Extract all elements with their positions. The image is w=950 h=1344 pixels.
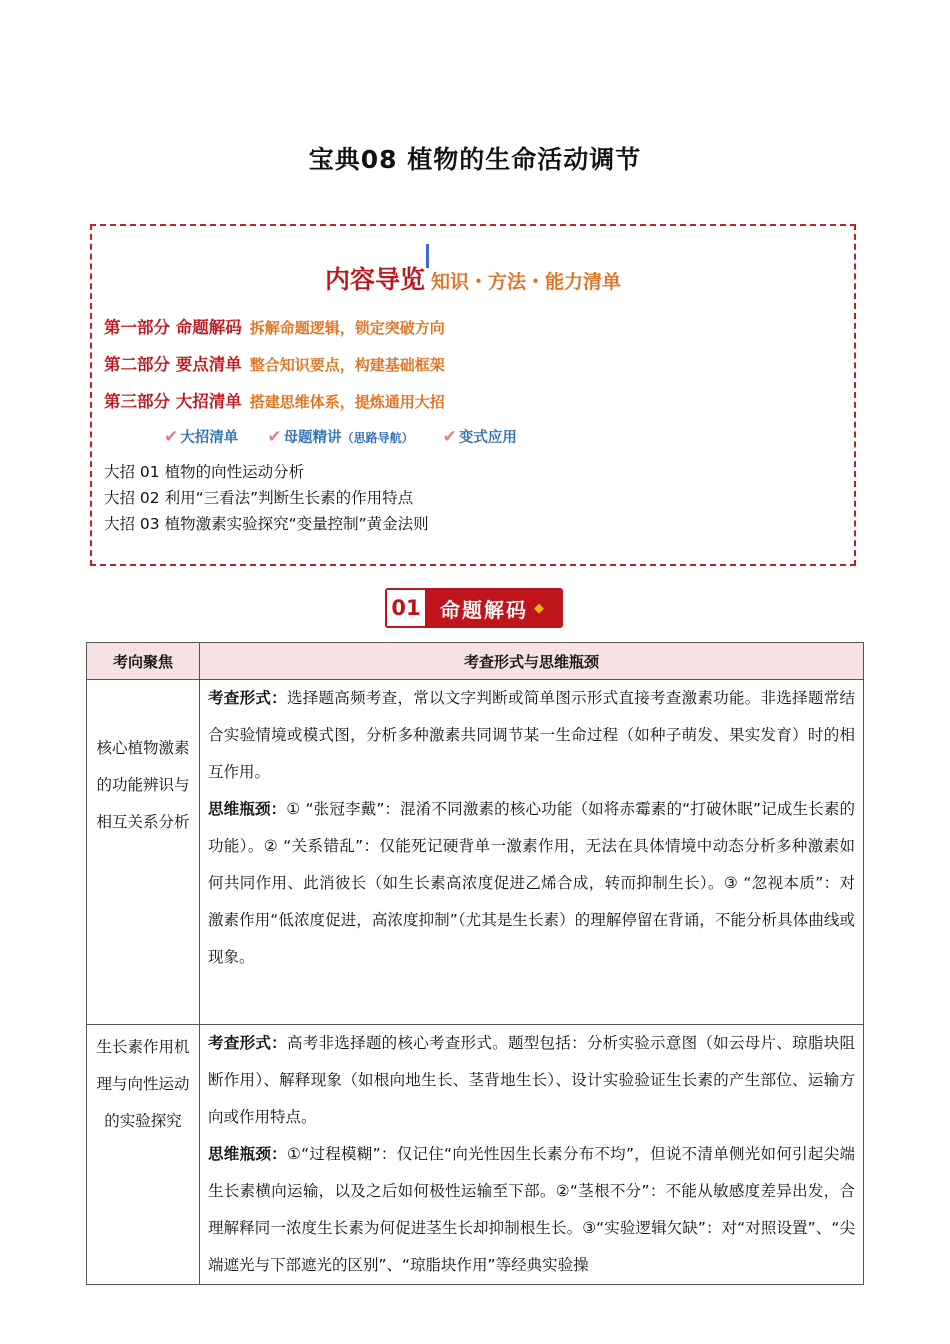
- content-guide-box: [90, 224, 856, 566]
- guide-heading: [92, 260, 854, 296]
- form-text: 高考非选择题的核心考查形式。题型包括：分析实验示意图（如云母片、琼脂块阻断作用）、解释现象（如根向地生长、茎背地生长）、设计实验验证生长素的产生部位、运输方向或作用特点。: [208, 1034, 855, 1126]
- section-number: 01: [387, 590, 425, 626]
- analysis-table: [86, 642, 864, 1285]
- guide-tabs: [164, 426, 541, 447]
- section-badge: [385, 588, 563, 628]
- part-title: 第三部分 大招清单: [104, 392, 242, 411]
- content-cell: [200, 1025, 864, 1285]
- form-text: 选择题高频考查，常以文字判断或简单图示形式直接考查激素功能。非选择题常结合实验情境或模式图，分析多种激素共同调节某一生命过程（如种子萌发、果实发育）时的相互作用。: [208, 689, 855, 781]
- bottleneck-label: 思维瓶颈：: [208, 800, 287, 818]
- tab-mother-question: ✔ 母题精讲（思路导航）: [267, 427, 414, 447]
- part-desc: 拆解命题逻辑，锁定突破方向: [249, 319, 445, 337]
- part-desc: 整合知识要点，构建基础框架: [249, 356, 445, 374]
- check-icon: ✔: [164, 427, 179, 447]
- table-row: [87, 680, 864, 1025]
- part-row-1: [104, 314, 445, 338]
- bottleneck-text: ① “张冠李戴”：混淆不同激素的核心功能（如将赤霉素的“打破休眠”记成生长素的功能）。② “关系错乱”：仅能死记硬背单一激素作用，无法在具体情境中动态分析多种激素如何共同作用、此消彼长（如生长素高浓度促进乙烯合成，转而抑制生长）。③ “忽视本质”：对激素作用“低浓度促进，高浓度抑制”（尤其是生长素）的理解停留在背诵，不能分析具体曲线或现象。: [208, 800, 855, 966]
- focus-cell: 生长素作用机理与向性运动的实验探究: [87, 1025, 200, 1285]
- section-label: 命题解码 ◆: [425, 590, 561, 626]
- bottleneck-label: 思维瓶颈：: [208, 1145, 287, 1163]
- trick-item-1: 大招 01 植物的向性运动分析: [104, 463, 305, 481]
- table-row: [87, 1025, 864, 1285]
- form-paragraph: [208, 1025, 855, 1136]
- part-desc: 搭建思维体系，提炼通用大招: [249, 393, 445, 411]
- guide-subtitle: 知识・方法・能力清单: [431, 271, 622, 293]
- part-row-3: [104, 388, 445, 412]
- focus-cell: 核心植物激素的功能辨识与相互关系分析: [87, 680, 200, 1025]
- part-title: 第一部分 命题解码: [104, 318, 242, 337]
- header-focus: 考向聚焦: [87, 643, 200, 680]
- table-header-row: [87, 643, 864, 680]
- content-cell: [200, 680, 864, 1025]
- form-label: 考查形式：: [208, 689, 287, 707]
- tab-trick-list: ✔ 大招清单: [164, 427, 239, 447]
- check-icon: ✔: [442, 427, 457, 447]
- tab-variant-application: ✔ 变式应用: [442, 427, 517, 447]
- header-form: 考查形式与思维瓶颈: [200, 643, 864, 680]
- document-title: 宝典08 植物的生命活动调节: [308, 145, 642, 174]
- trick-item-3: 大招 03 植物激素实验探究“变量控制”黄金法则: [104, 515, 429, 533]
- check-icon: ✔: [267, 427, 282, 447]
- bottleneck-text: ①“过程模糊”：仅记住“向光性因生长素分布不均”，但说不清单侧光如何引起尖端生长素横向运输，以及之后如何极性运输至下部。②“茎根不分”：不能从敏感度差异出发，合理解释同一浓度生长素为何促进茎生长却抑制根生长。③“实验逻辑欠缺”：对“对照设置”、“尖端遮光与下部遮光的区别”、“琼脂块作用”等经典实验操: [208, 1145, 855, 1274]
- part-row-2: [104, 351, 445, 375]
- guide-main-title: 内容导览: [324, 265, 425, 294]
- part-title: 第二部分 要点清单: [104, 355, 242, 374]
- diamond-icon: ◆: [534, 600, 546, 616]
- form-paragraph: [208, 680, 855, 791]
- bottleneck-paragraph: [208, 791, 855, 976]
- bottleneck-paragraph: [208, 1136, 855, 1284]
- form-label: 考查形式：: [208, 1034, 287, 1052]
- trick-item-2: 大招 02 利用“三看法”判断生长素的作用特点: [104, 489, 414, 507]
